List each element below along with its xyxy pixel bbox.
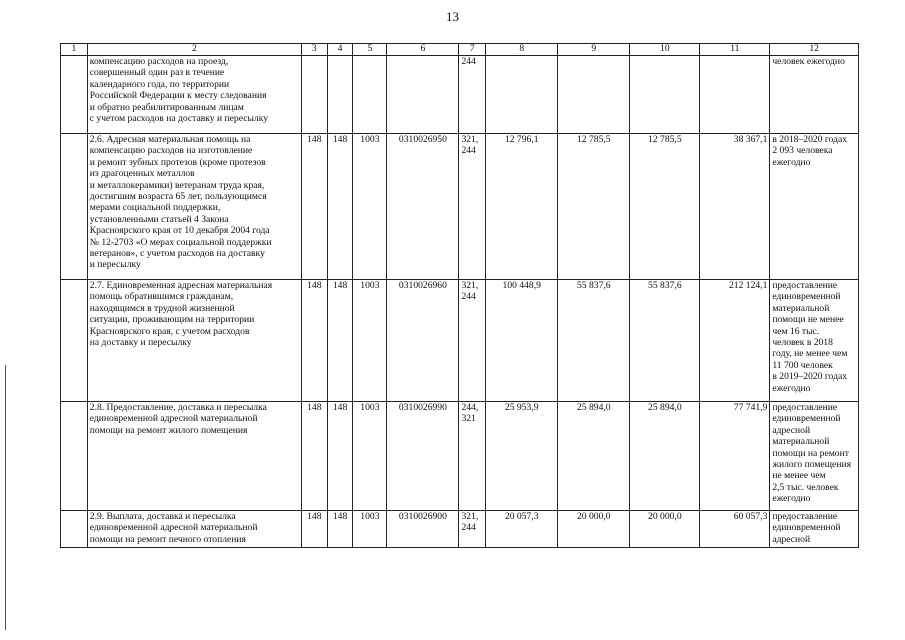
program-budget-table: [60, 43, 859, 548]
col-header: 10: [630, 44, 700, 56]
gr-cell: 148: [301, 402, 327, 511]
expense-type-cell: 321, 244: [459, 280, 486, 402]
amount-total-cell: 77 741,9: [700, 402, 770, 511]
gr-cell: [301, 56, 327, 134]
amount-2020-cell: 20 000,0: [630, 511, 700, 548]
measure-name-cell: 2.9. Выплата, доставка и пересылка единовременной адресной материальной помощи на ремонт печного отопления: [87, 511, 301, 548]
expense-type-cell: 321, 244: [459, 134, 486, 280]
page-number: 13: [446, 9, 459, 24]
amount-2018-cell: 25 953,9: [486, 402, 558, 511]
gr-cell: 148: [301, 280, 327, 402]
expected-result-cell: предоставление единовременной адресной: [770, 511, 859, 548]
measure-name-cell: компенсацию расходов на проезд, совершенный один раз в течение календарного года, по территории Российской Федерации к месту следования и обратно реабилитированным лицам с учетом расходов на доставку и пересылку: [87, 56, 301, 134]
col-header: 3: [301, 44, 327, 56]
target-article-cell: 0310026900: [387, 511, 459, 548]
section-cell: [353, 56, 387, 134]
table-row: [61, 280, 859, 402]
grbs-cell: 148: [327, 280, 353, 402]
amount-2020-cell: 55 837,6: [630, 280, 700, 402]
col-header: 12: [770, 44, 859, 56]
measure-name-cell: 2.6. Адресная материальная помощь на компенсацию расходов на изготовление и ремонт зубных протезов (кроме протезов из драгоценных металлов и металлокерамики) ветеранам труда края, достигшим возраста 65 лет, пользующимся мерами социальной поддержки, установленными статьей 4 Закона Красноярского края от 10 декабря 2004 года № 12-2703 «О мерах социальной поддержки ветеранов», с учетом расходов на доставку и пересылку: [87, 134, 301, 280]
expected-result-cell: предоставление единовременной материальной помощи не менее чем 16 тыс. человек в 2018 году, не менее чем 11 700 человек в 2019–2020 годах ежегодно: [770, 280, 859, 402]
section-cell: 1003: [353, 402, 387, 511]
amount-2018-cell: 12 796,1: [486, 134, 558, 280]
row-index-cell: [61, 56, 88, 134]
measure-name-cell: 2.7. Единовременная адресная материальная помощь обратившимся гражданам, находящимся в трудной жизненной ситуации, проживающим на территории Красноярского края, с учетом расходов на доставку и пересылку: [87, 280, 301, 402]
expected-result-cell: в 2018–2020 годах 2 093 человека ежегодно: [770, 134, 859, 280]
amount-2018-cell: 20 057,3: [486, 511, 558, 548]
row-index-cell: [61, 134, 88, 280]
col-header: 9: [558, 44, 630, 56]
table-row: [61, 402, 859, 511]
col-header: 5: [353, 44, 387, 56]
expected-result-cell: предоставление единовременной адресной материальной помощи на ремонт жилого помещения не менее чем 2,5 тыс. человек ежегодно: [770, 402, 859, 511]
col-header: 4: [327, 44, 353, 56]
amount-2018-cell: 100 448,9: [486, 280, 558, 402]
margin-line: [5, 365, 6, 630]
col-header: 2: [87, 44, 301, 56]
grbs-cell: 148: [327, 402, 353, 511]
target-article-cell: [387, 56, 459, 134]
gr-cell: 148: [301, 511, 327, 548]
col-header: 11: [700, 44, 770, 56]
col-header: 8: [486, 44, 558, 56]
target-article-cell: 0310026990: [387, 402, 459, 511]
amount-2020-cell: [630, 56, 700, 134]
grbs-cell: 148: [327, 134, 353, 280]
row-index-cell: [61, 511, 88, 548]
section-cell: 1003: [353, 280, 387, 402]
amount-total-cell: 38 367,1: [700, 134, 770, 280]
gr-cell: 148: [301, 134, 327, 280]
amount-total-cell: 60 057,3: [700, 511, 770, 548]
expected-result-cell: человек ежегодно: [770, 56, 859, 134]
amount-2018-cell: [486, 56, 558, 134]
amount-total-cell: 212 124,1: [700, 280, 770, 402]
table-row: [61, 134, 859, 280]
target-article-cell: 0310026960: [387, 280, 459, 402]
col-header: 6: [387, 44, 459, 56]
amount-2019-cell: 20 000,0: [558, 511, 630, 548]
col-header: 7: [459, 44, 486, 56]
row-index-cell: [61, 402, 88, 511]
grbs-cell: [327, 56, 353, 134]
column-numbers-row: [61, 44, 859, 56]
expense-type-cell: 321, 244: [459, 511, 486, 548]
section-cell: 1003: [353, 134, 387, 280]
measure-name-cell: 2.8. Предоставление, доставка и пересылка единовременной адресной материальной помощи на ремонт жилого помещения: [87, 402, 301, 511]
table-row: [61, 56, 859, 134]
grbs-cell: 148: [327, 511, 353, 548]
expense-type-cell: 244, 321: [459, 402, 486, 511]
amount-2019-cell: [558, 56, 630, 134]
row-index-cell: [61, 280, 88, 402]
expense-type-cell: 244: [459, 56, 486, 134]
table-row: [61, 511, 859, 548]
amount-2020-cell: 25 894,0: [630, 402, 700, 511]
amount-2019-cell: 25 894,0: [558, 402, 630, 511]
amount-total-cell: [700, 56, 770, 134]
amount-2020-cell: 12 785,5: [630, 134, 700, 280]
target-article-cell: 0310026950: [387, 134, 459, 280]
amount-2019-cell: 12 785,5: [558, 134, 630, 280]
amount-2019-cell: 55 837,6: [558, 280, 630, 402]
section-cell: 1003: [353, 511, 387, 548]
col-header: 1: [61, 44, 88, 56]
